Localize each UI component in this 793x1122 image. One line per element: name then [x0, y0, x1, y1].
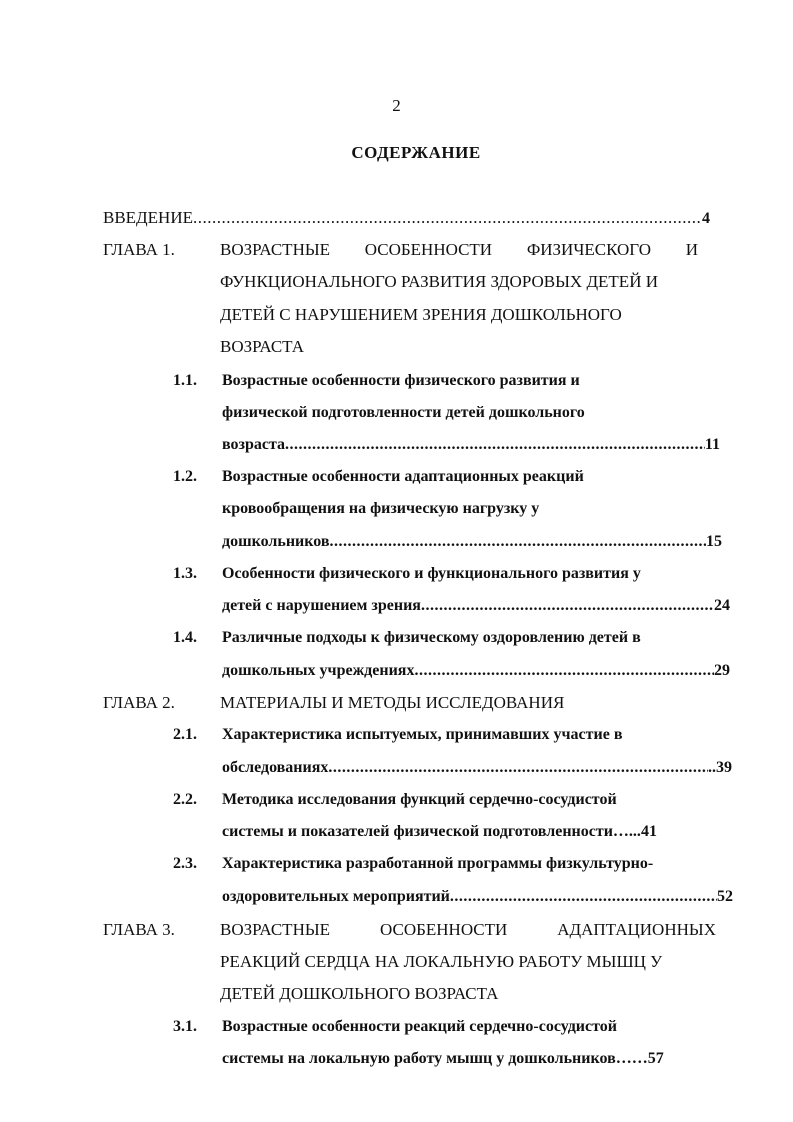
section-page: 24	[714, 597, 730, 614]
section-number: 3.1.	[173, 1018, 197, 1035]
page-title: СОДЕРЖАНИЕ	[351, 143, 481, 162]
section-number: 1.4.	[173, 629, 197, 646]
section-title-line: Возрастные особенности реакций сердечно-сосудистой	[222, 1018, 617, 1035]
leader-dots	[330, 530, 706, 554]
section-title-last: системы и показателей физической подготовленности…...	[222, 823, 641, 840]
section-number: 2.1.	[173, 726, 197, 743]
section-page: 57	[647, 1050, 664, 1067]
section-number: 1.2.	[173, 468, 197, 485]
chapter-3-title-line: РЕАКЦИЙ СЕРДЦА НА ЛОКАЛЬНУЮ РАБОТУ МЫШЦ У	[220, 952, 663, 971]
leader-dots	[421, 594, 714, 618]
section-title-line: Характеристика разработанной программы физкультурно-	[222, 855, 654, 872]
toc-intro-page: 4	[702, 210, 710, 227]
section-title-last: дошкольных учреждениях	[222, 662, 415, 679]
leader-dots	[193, 206, 702, 230]
section-page: 11	[704, 436, 720, 453]
chapter-1-label: ГЛАВА 1.	[103, 240, 175, 259]
section-entry	[222, 885, 733, 909]
section-page: 52	[717, 888, 733, 905]
section-page: ..39	[708, 759, 732, 776]
section-entry	[222, 530, 722, 554]
section-entry	[222, 659, 730, 683]
section-title-line: Возрастные особенности адаптационных реакций	[222, 468, 584, 485]
chapter-2-label: ГЛАВА 2.	[103, 693, 175, 712]
section-page: 29	[714, 662, 730, 679]
section-title-line: Возрастные особенности физического развития и	[222, 372, 580, 389]
section-title-last: возраста	[222, 436, 286, 453]
section-entry	[222, 756, 732, 780]
section-title-line: Различные подходы к физическому оздоровлению детей в	[222, 629, 641, 646]
section-title-line: физической подготовленности детей дошкольного	[222, 404, 585, 421]
section-entry	[222, 433, 720, 457]
leader-dots	[328, 756, 708, 780]
chapter-1-title-line: ВОЗРАСТНЫЕ ОСОБЕННОСТИ ФИЗИЧЕСКОГО И	[220, 240, 698, 259]
section-entry	[222, 1047, 737, 1071]
section-title-last: детей с нарушением зрения	[222, 597, 421, 614]
section-number: 1.3.	[173, 565, 197, 582]
section-number: 1.1.	[173, 372, 197, 389]
chapter-2-title-line: МАТЕРИАЛЫ И МЕТОДЫ ИССЛЕДОВАНИЯ	[220, 693, 565, 712]
section-title-last: дошкольников	[222, 533, 330, 550]
chapter-3-title-line: ДЕТЕЙ ДОШКОЛЬНОГО ВОЗРАСТА	[220, 984, 499, 1003]
section-title-last: системы на локальную работу мышц у дошкольников……	[222, 1050, 648, 1067]
section-title-last: оздоровительных мероприятий	[222, 888, 450, 905]
section-number: 2.2.	[173, 791, 197, 808]
page-number: 2	[392, 96, 401, 115]
leader-dots	[285, 433, 705, 457]
chapter-3-title-line: ВОЗРАСТНЫЕ ОСОБЕННОСТИ АДАПТАЦИОННЫХ	[220, 920, 716, 939]
section-entry	[222, 594, 730, 618]
toc-intro	[103, 206, 710, 231]
section-page: 41	[640, 823, 657, 840]
section-title-line: Характеристика испытуемых, принимавших участие в	[222, 726, 623, 743]
section-title-line: Методика исследования функций сердечно-сосудистой	[222, 791, 617, 808]
leader-dots	[450, 885, 717, 909]
chapter-3-label: ГЛАВА 3.	[103, 920, 175, 939]
section-title-last: обследованиях	[222, 759, 329, 776]
section-entry	[222, 820, 735, 844]
leader-dots	[414, 659, 714, 683]
toc-intro-label: ВВЕДЕНИЕ	[103, 208, 193, 227]
chapter-1-title-line: ДЕТЕЙ С НАРУШЕНИЕМ ЗРЕНИЯ ДОШКОЛЬНОГО	[220, 305, 622, 324]
section-title-line: кровообращения на физическую нагрузку у	[222, 500, 540, 517]
section-title-line: Особенности физического и функционального развития у	[222, 565, 641, 582]
section-page: 15	[706, 533, 722, 550]
chapter-1-title-line: ВОЗРАСТА	[220, 337, 304, 356]
section-number: 2.3.	[173, 855, 197, 872]
chapter-1-title-line: ФУНКЦИОНАЛЬНОГО РАЗВИТИЯ ЗДОРОВЫХ ДЕТЕЙ И	[220, 272, 658, 291]
